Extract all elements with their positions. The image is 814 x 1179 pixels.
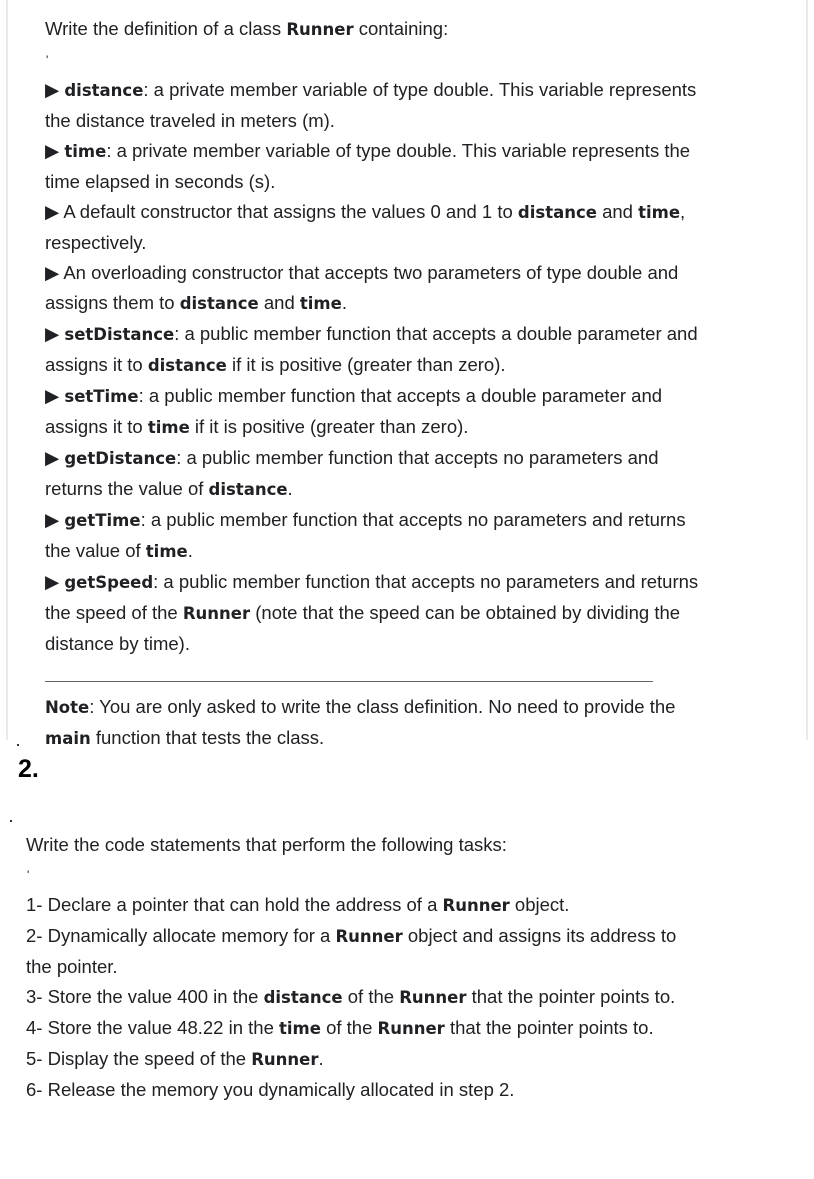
bold-term: time: [279, 1019, 321, 1038]
text-line: returns the value of distance.: [45, 478, 293, 499]
bold-term: Runner: [377, 1019, 445, 1038]
bold-term: time: [64, 142, 107, 161]
text-line: the speed of the Runner (note that the speed can be obtained by dividing the: [45, 602, 681, 623]
text-line: 6- Release the memory you dynamically allocated in step 2.: [26, 1079, 515, 1100]
text-line: distance by time).: [45, 633, 190, 654]
text-line: 1- Declare a pointer that can hold the address of a Runner object.: [26, 894, 570, 915]
bold-term: Runner: [442, 896, 510, 915]
bold-term: Runner: [399, 988, 467, 1007]
bold-term: getTime: [64, 511, 141, 530]
text-line: ▶ setDistance: a public member function that accepts a double parameter and: [45, 323, 698, 344]
text-line: assigns them to distance and time.: [45, 292, 347, 313]
question-1-intro: Write the definition of a class Runner containing:: [45, 18, 449, 39]
bold-term: main: [45, 729, 91, 748]
text-line: respectively.: [45, 232, 147, 253]
stray-tick-mark: ': [27, 868, 30, 882]
bold-term: time: [299, 294, 342, 313]
separator-line: [45, 681, 653, 682]
bold-term: time: [638, 203, 681, 222]
speck-dot: [10, 820, 12, 822]
text-line: the distance traveled in meters (m).: [45, 110, 335, 131]
bold-term: time: [145, 542, 188, 561]
speck-dot: [17, 744, 19, 746]
stray-tick-mark: ': [46, 53, 49, 67]
bold-term: Runner: [286, 20, 354, 39]
bold-term: Note: [45, 698, 90, 717]
text-line: ▶ setTime: a public member function that accepts a double parameter and: [45, 385, 663, 406]
text-line: 5- Display the speed of the Runner.: [26, 1048, 324, 1069]
bold-term: distance: [147, 356, 227, 375]
question-1-card: [6, 0, 808, 748]
bold-term: Runner: [335, 927, 403, 946]
text-line: assigns it to time if it is positive (greater than zero).: [45, 416, 469, 437]
text-line: ▶ distance: a private member variable of type double. This variable represents: [45, 79, 697, 100]
question-2-body: [26, 830, 786, 1105]
text-line: main function that tests the class.: [45, 727, 325, 748]
text-line: ▶ time: a private member variable of type double. This variable represents the: [45, 140, 691, 161]
bold-term: setDistance: [64, 325, 175, 344]
question-2-intro: Write the code statements that perform the following tasks:: [26, 834, 507, 855]
text-line: time elapsed in seconds (s).: [45, 171, 276, 192]
text-line: ▶ getTime: a public member function that accepts no parameters and returns: [45, 509, 686, 530]
text-line: ▶ getSpeed: a public member function that accepts no parameters and returns: [45, 571, 699, 592]
bold-term: setTime: [64, 387, 139, 406]
text-line: the value of time.: [45, 540, 193, 561]
text-line: 4- Store the value 48.22 in the time of the Runner that the pointer points to.: [26, 1017, 654, 1038]
bold-term: distance: [179, 294, 259, 313]
text-line: the pointer.: [26, 956, 118, 977]
question-1-body: [45, 14, 775, 754]
bold-term: distance: [263, 988, 343, 1007]
bold-term: getDistance: [64, 449, 177, 468]
text-line: ▶ getDistance: a public member function that accepts no parameters and: [45, 447, 659, 468]
tasks-list: [26, 890, 786, 1105]
bold-term: distance: [517, 203, 597, 222]
text-line: 2- Dynamically allocate memory for a Runner object and assigns its address to: [26, 925, 677, 946]
bold-term: distance: [64, 81, 144, 100]
text-line: ▶ An overloading constructor that accepts two parameters of type double and: [45, 262, 679, 283]
text-line: assigns it to distance if it is positive (greater than zero).: [45, 354, 506, 375]
requirements-list: [45, 75, 775, 659]
bold-term: distance: [208, 480, 288, 499]
text-line: 3- Store the value 400 in the distance of the Runner that the pointer points to.: [26, 986, 676, 1007]
text-line: Note: You are only asked to write the class definition. No need to provide the: [45, 696, 676, 717]
bold-term: Runner: [182, 604, 251, 623]
bold-term: time: [147, 418, 190, 437]
bold-term: getSpeed: [64, 573, 154, 592]
question-2-number: 2.: [18, 755, 39, 783]
text-line: ▶ A default constructor that assigns the values 0 and 1 to distance and time,: [45, 201, 686, 222]
note-text: [45, 692, 775, 754]
bold-term: Runner: [251, 1050, 319, 1069]
